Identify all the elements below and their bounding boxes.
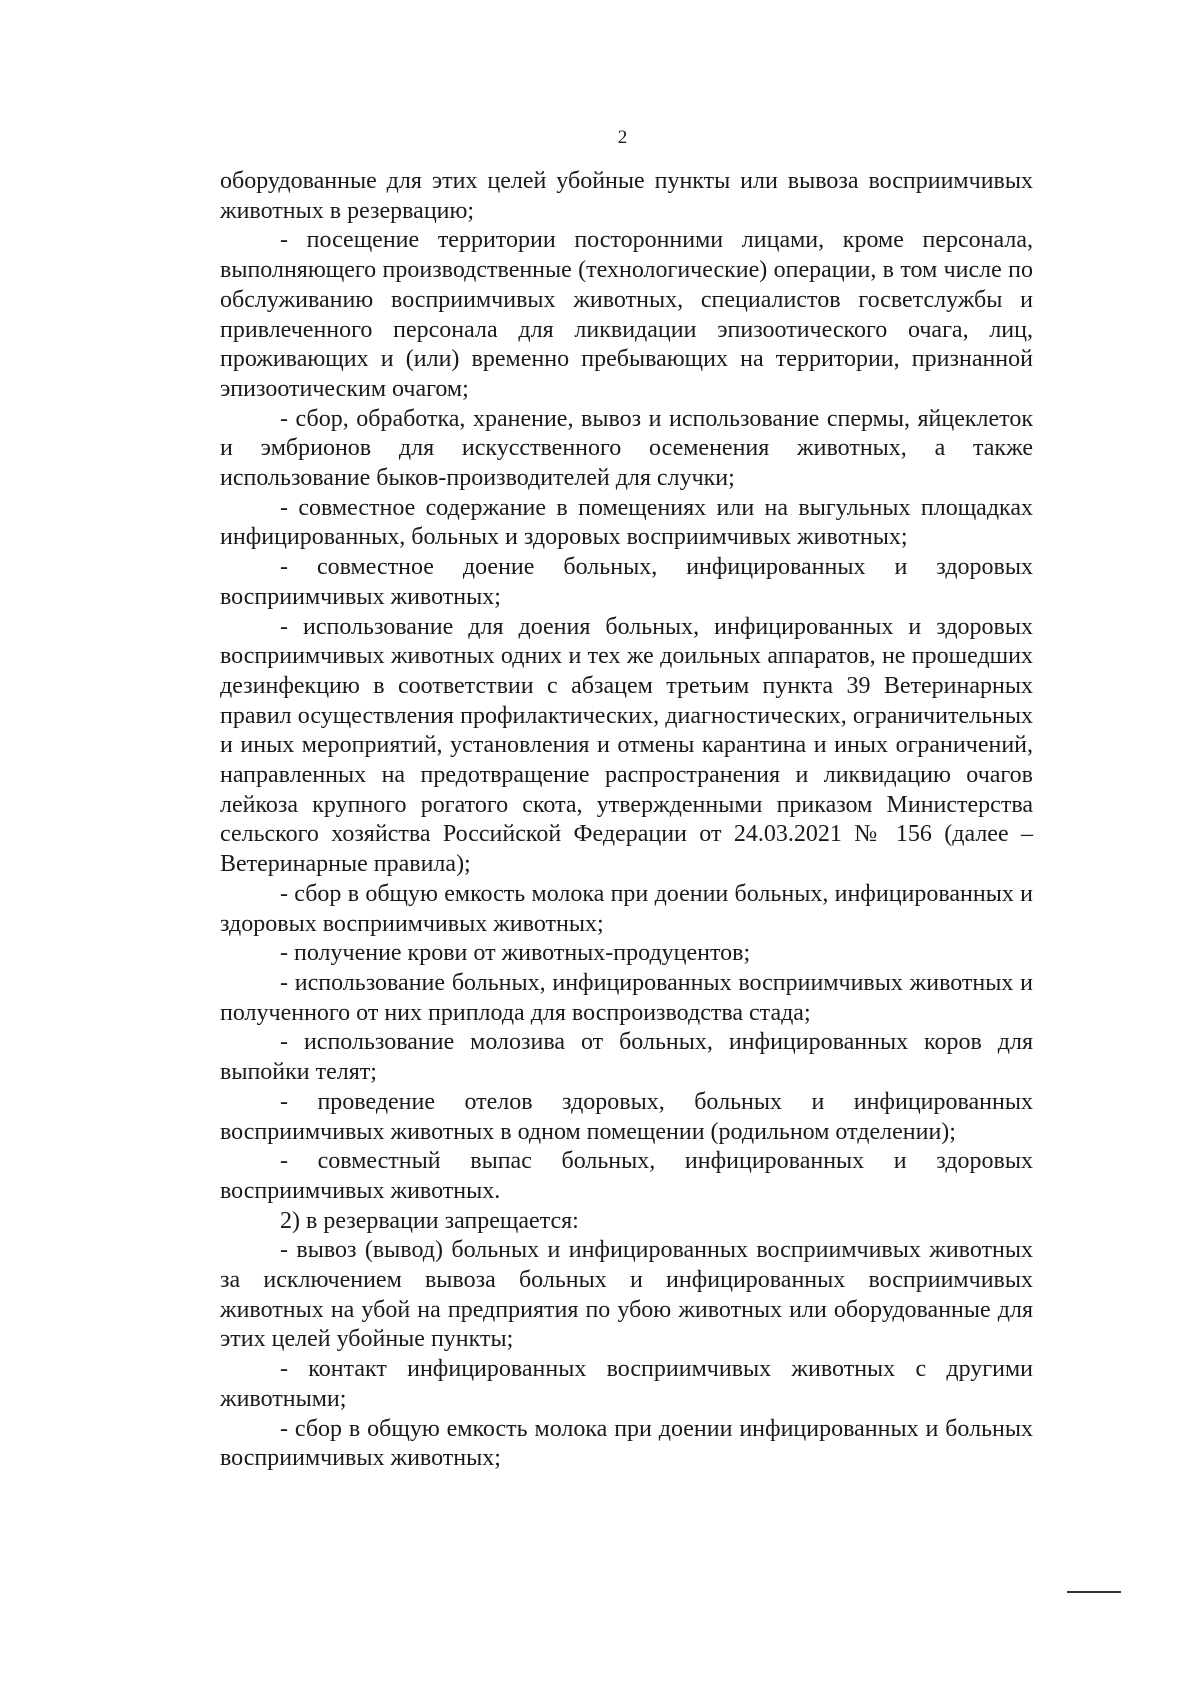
paragraph-sperm-ban: - сбор, обработка, хранение, вывоз и использование спермы, яйцеклеток и эмбрионов для искусственного осеменения животных, а также использование быков-производителей для случки; <box>220 405 1033 492</box>
paragraph-joint-housing-ban: - совместное содержание в помещениях или на выгульных площадках инфицированных, больных и здоровых восприимчивых животных; <box>220 494 1033 551</box>
paragraph-reservation-heading: 2) в резервации запрещается: <box>280 1207 579 1234</box>
footer-rule <box>1067 1591 1121 1593</box>
paragraph-milking-equipment-ban: - использование для доения больных, инфицированных и здоровых восприимчивых животных одних и тех же доильных аппаратов, не прошедших дезинфекцию в соответствии с абзацем третьим пункта 39 Ветеринарных правил осуществления профилактических, диагностических, ограничительных и иных мероприятий, установления и отмены карантина и иных ограничений, направленных на предотвращение распространения и ликвидацию очагов лейкоза крупного рогатого скота, утвержденными приказом Министерства сельского хозяйства Российской Федерации от 24.03.2021 № 156 (далее – Ветеринарные правила); <box>220 613 1033 878</box>
paragraph-colostrum-ban: - использование молозива от больных, инфицированных коров для выпойки телят; <box>220 1029 1033 1086</box>
paragraph-visitors-ban: - посещение территории посторонними лицами, кроме персонала, выполняющего производственные (технологические) операции, в том числе по обслуживанию восприимчивых животных, специалистов госветслужбы и привлеченного персонала для ликвидации эпизоотического очага, лиц, проживающих и (или) временно пребывающих на территории, признанной эпизоотическим очагом; <box>220 227 1033 402</box>
paragraph-reproduction-ban: - использование больных, инфицированных восприимчивых животных и полученного от них приплода для воспроизводства стада; <box>220 969 1033 1026</box>
paragraph-continuation: оборудованные для этих целей убойные пункты или вывоза восприимчивых животных в резервацию; <box>220 168 1033 224</box>
paragraph-joint-milking-ban: - совместное доение больных, инфицированных и здоровых восприимчивых животных; <box>220 554 1033 610</box>
page-number: 2 <box>617 127 628 148</box>
paragraph-milk-collection-ban: - сбор в общую емкость молока при доении больных, инфицированных и здоровых восприимчивых животных; <box>220 880 1033 937</box>
paragraph-contact-ban: - контакт инфицированных восприимчивых животных с другими животными; <box>220 1356 1033 1412</box>
document-body <box>220 167 1033 1474</box>
paragraph-export-ban: - вывоз (вывод) больных и инфицированных восприимчивых животных за исключением вывоза больных и инфицированных восприимчивых животных на убой на предприятия по убою животных или оборудованные для этих целей убойные пункты; <box>220 1237 1033 1353</box>
paragraph-grazing-ban: - совместный выпас больных, инфицированных и здоровых восприимчивых животных. <box>220 1148 1033 1204</box>
paragraph-blood-ban: - получение крови от животных-продуцентов; <box>280 940 751 967</box>
paragraph-calving-ban: - проведение отелов здоровых, больных и инфицированных восприимчивых животных в одном помещении (родильном отделении); <box>220 1088 1033 1145</box>
paragraph-reservation-milk-ban: - сбор в общую емкость молока при доении инфицированных и больных восприимчивых животных; <box>220 1415 1033 1472</box>
